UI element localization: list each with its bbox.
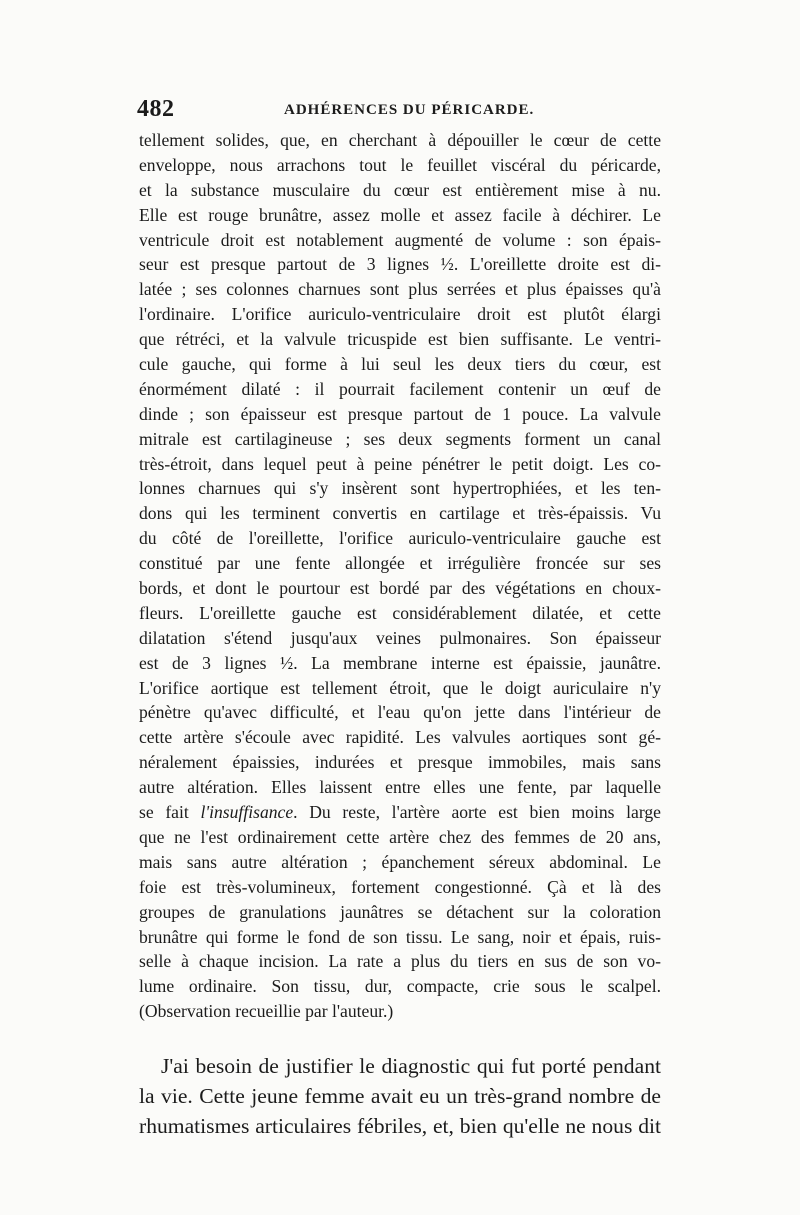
- text-line: Elle est rouge brunâtre, assez molle et assez facile à déchirer. Le: [139, 204, 661, 225]
- line-end: . Du reste, l'artère aorte est bien moins large: [293, 802, 661, 823]
- text-line: fleurs. L'oreillette gauche est considérablement dilatée, et cette: [139, 602, 661, 623]
- running-title: ADHÉRENCES DU PÉRICARDE.: [284, 102, 535, 118]
- text-line-with-italic: [139, 800, 661, 825]
- text-line: que ne l'est ordinairement cette artère chez des femmes de 20 ans,: [139, 826, 661, 847]
- text-line: l'ordinaire. L'orifice auriculo-ventriculaire droit est plutôt élargi: [139, 304, 661, 325]
- text-line: ventricule droit est notablement augmenté de volume : son épais-: [139, 229, 661, 250]
- text-line: énormément dilaté : il pourrait facilement contenir un œuf de: [139, 378, 661, 399]
- text-line: dilatation s'étend jusqu'aux veines pulmonaires. Son épaisseur: [139, 627, 661, 648]
- page-number: 482: [137, 96, 175, 122]
- text-line: seur est presque partout de 3 lignes ½. L'oreillette droite est di-: [139, 254, 661, 275]
- text-line: lume ordinaire. Son tissu, dur, compacte, crie sous le scalpel.: [139, 976, 661, 997]
- text-line: dons qui les terminent convertis en cartilage et très-épaissis. Vu: [139, 503, 661, 524]
- text-line: mais sans autre altération ; épanchement séreux abdominal. Le: [139, 851, 661, 872]
- page-header: [137, 96, 663, 130]
- text-line: tellement solides, que, en cherchant à dépouiller le cœur de cette: [139, 130, 661, 150]
- text-line: autre altération. Elles laissent entre elles une fente, par laquelle: [139, 777, 661, 798]
- line-start: se fait: [139, 802, 201, 823]
- body-text: [139, 128, 661, 1141]
- text-line: rhumatismes articulaires fébriles, et, bien qu'elle ne nous dit: [139, 1114, 661, 1139]
- italic-term-insuffisance: l'insuffisance: [200, 802, 294, 823]
- text-line: que rétréci, et la valvule tricuspide est bien suffisante. Le ventri-: [139, 329, 661, 350]
- paragraph-diagnosis: [139, 1051, 661, 1141]
- text-line: constitué par une fente allongée et irrégulière froncée sur ses: [139, 553, 661, 574]
- text-line: bords, et dont le pourtour est bordé par des végétations en choux-: [139, 578, 661, 599]
- text-line: L'orifice aortique est tellement étroit, que le doigt auriculaire n'y: [139, 677, 661, 698]
- text-line: cule gauche, qui forme à lui seul les deux tiers du cœur, est: [139, 354, 661, 375]
- text-line: J'ai besoin de justifier le diagnostic qui fut porté pendant: [161, 1054, 661, 1079]
- text-line: lonnes charnues qui s'y insèrent sont hypertrophiées, et les ten-: [139, 478, 661, 499]
- text-line: foie est très-volumineux, fortement congestionné. Çà et là des: [139, 876, 661, 897]
- paragraph-observation: [139, 128, 661, 1024]
- text-line: dinde ; son épaisseur est presque partout de 1 pouce. La valvule: [139, 403, 661, 424]
- text-line: est de 3 lignes ½. La membrane interne est épaissie, jaunâtre.: [139, 652, 661, 673]
- text-line: cette artère s'écoule avec rapidité. Les valvules aortiques sont gé-: [139, 727, 661, 748]
- text-line: la vie. Cette jeune femme avait eu un très-grand nombre de: [139, 1084, 661, 1109]
- text-line: latée ; ses colonnes charnues sont plus serrées et plus épaisses qu'à: [139, 279, 661, 300]
- text-line: groupes de granulations jaunâtres se détachent sur la coloration: [139, 901, 661, 922]
- text-line: selle à chaque incision. La rate a plus du tiers en sus de son vo-: [139, 951, 661, 972]
- text-line: et la substance musculaire du cœur est entièrement mise à nu.: [139, 179, 661, 200]
- text-line: mitrale est cartilagineuse ; ses deux segments forment un canal: [139, 428, 661, 449]
- text-line: néralement épaissies, indurées et presque immobiles, mais sans: [139, 752, 661, 773]
- text-line: enveloppe, nous arrachons tout le feuillet viscéral du péricarde,: [139, 154, 661, 175]
- observation-credit: (Observation recueillie par l'auteur.): [139, 1001, 394, 1022]
- text-line: pénètre qu'avec difficulté, et l'eau qu'on jette dans l'intérieur de: [139, 702, 661, 723]
- text-line: brunâtre qui forme le fond de son tissu. Le sang, noir et épais, ruis-: [139, 926, 661, 947]
- text-line: très-étroit, dans lequel peut à peine pénétrer le petit doigt. Les co-: [139, 453, 661, 474]
- text-line: du côté de l'oreillette, l'orifice auriculo-ventriculaire gauche est: [139, 528, 661, 549]
